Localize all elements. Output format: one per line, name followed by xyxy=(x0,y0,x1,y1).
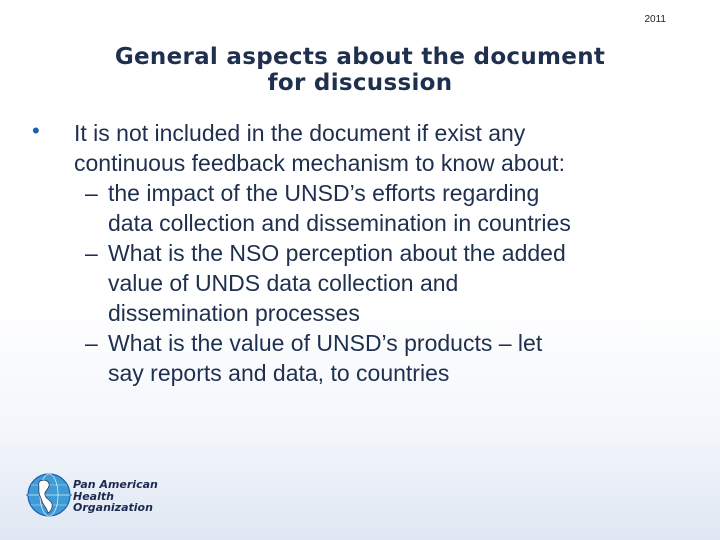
logo-line-2: Health xyxy=(73,489,114,503)
sub-item-line: value of UNDS data collection and xyxy=(108,270,459,296)
dash-mark: – xyxy=(85,330,98,356)
title-line-2: for discussion xyxy=(267,70,453,96)
sub-item-line: dissemination processes xyxy=(108,300,360,326)
logo-line-3: Organization xyxy=(73,501,153,514)
sub-item-line: the impact of the UNSD’s efforts regarding xyxy=(108,180,540,206)
sub-item-line: What is the NSO perception about the added xyxy=(108,240,566,266)
sub-item-line: What is the value of UNSD’s products – let xyxy=(108,330,543,356)
logo-text xyxy=(73,479,158,514)
title-line-1: General aspects about the document xyxy=(114,44,606,70)
sub-item-products-value xyxy=(28,328,708,388)
paho-logo xyxy=(26,472,206,522)
slide-body xyxy=(28,118,708,388)
logo-line-1: Pan American xyxy=(73,478,158,491)
year-label: 2011 xyxy=(644,14,666,25)
dash-mark: – xyxy=(85,240,98,266)
sub-item-nso-perception xyxy=(28,238,708,328)
globe-icon xyxy=(26,472,72,518)
slide-title xyxy=(40,44,680,96)
dash-mark: – xyxy=(85,180,98,206)
sub-item-line: say reports and data, to countries xyxy=(108,360,450,386)
bullet-line-1: It is not included in the document if exist any xyxy=(74,120,526,146)
bullet-item xyxy=(28,118,708,178)
bullet-mark: • xyxy=(32,118,40,143)
sub-item-impact xyxy=(28,178,708,238)
bullet-line-2: continuous feedback mechanism to know about: xyxy=(74,150,565,176)
sub-item-line: data collection and dissemination in countries xyxy=(108,210,571,236)
